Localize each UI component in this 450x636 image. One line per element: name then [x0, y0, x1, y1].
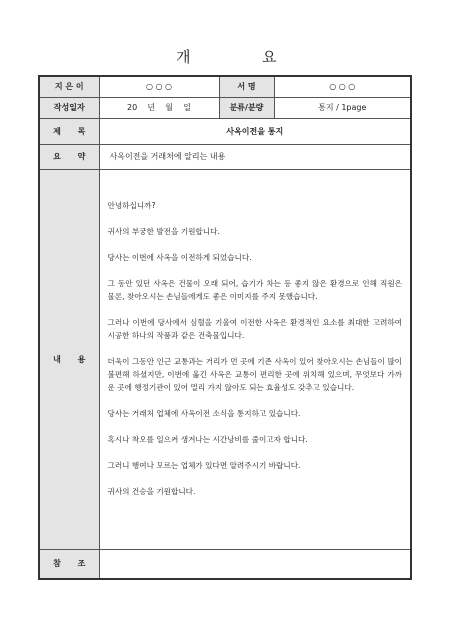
content-paragraph: 당사는 이번에 사옥을 이전하게 되었습니다.: [107, 252, 252, 262]
document-name-value: ○ ○ ○: [274, 76, 411, 97]
subject-value: 사옥이전을 통지: [99, 118, 411, 144]
written-date-label: 작성일자: [39, 97, 99, 118]
author-label: 지 은 이: [39, 76, 99, 97]
overview-form-table: [38, 75, 412, 580]
content-label: 내 용: [39, 169, 99, 549]
row-subject: [39, 118, 411, 144]
row-content: [39, 169, 411, 549]
content-paragraph: 더욱이 그동안 인근 교통과는 거리가 먼 곳에 기존 사옥이 있어 찾아오시는 손님들이 많이 불편해 하셨지만, 이번에 옮긴 사옥은 교통이 편리한 곳에 위치해 있으며, 무엇보다 가까운 곳에 행정기관이 있어 멀리 가지 않아도 되는 효율성도 갖추고 있습니다.: [107, 356, 402, 392]
author-value: ○ ○ ○: [99, 76, 219, 97]
reference-value: [99, 549, 411, 579]
content-body: [99, 169, 411, 549]
row-author: [39, 76, 411, 97]
content-paragraph: 그러니 행여나 모르는 업체가 있다면 알려주시기 바랍니다.: [107, 460, 301, 470]
content-paragraph: 귀사의 부궁한 발전을 기원합니다.: [107, 226, 220, 236]
content-paragraph: 그 동안 있던 사옥은 건물이 오래 되어, 습기가 차는 등 좋지 않은 환경으로 인해 직원은 물론, 찾아오시는 손님들에게도 좋은 이미지를 주지 못했습니다.: [107, 278, 402, 301]
title-char-2: 요: [262, 48, 277, 66]
summary-value: 사옥이전을 거래처에 알리는 내용: [99, 144, 411, 169]
row-reference: [39, 549, 411, 579]
content-paragraph: 귀사의 건승을 기원합니다.: [107, 486, 196, 496]
content-paragraph: 혹시나 착오를 일으켜 생겨나는 시간낭비를 줄이고자 합니다.: [107, 434, 308, 444]
content-paragraph: 안녕하십니까?: [107, 200, 156, 210]
category-value: 통지 / 1page: [274, 97, 411, 118]
summary-label: 요 약: [39, 144, 99, 169]
written-date-value: 20 년 월 일: [99, 97, 219, 118]
reference-label: 참 조: [39, 549, 99, 579]
document-name-label: 서 명: [219, 76, 274, 97]
subject-label: 제 목: [39, 118, 99, 144]
title-char-1: 개: [176, 48, 191, 66]
content-paragraph: 당사는 거래처 업체에 사옥이전 소식을 통지하고 있습니다.: [107, 408, 301, 418]
row-summary: [39, 144, 411, 169]
row-date: [39, 97, 411, 118]
content-paragraph: 그러나 이번에 당사에서 심혈을 기울여 이전한 사옥은 환경적인 요소를 최대한 고려하여 시공한 하나의 작품과 같은 건축물입니다.: [107, 317, 402, 340]
category-label: 분류/분량: [219, 97, 274, 118]
